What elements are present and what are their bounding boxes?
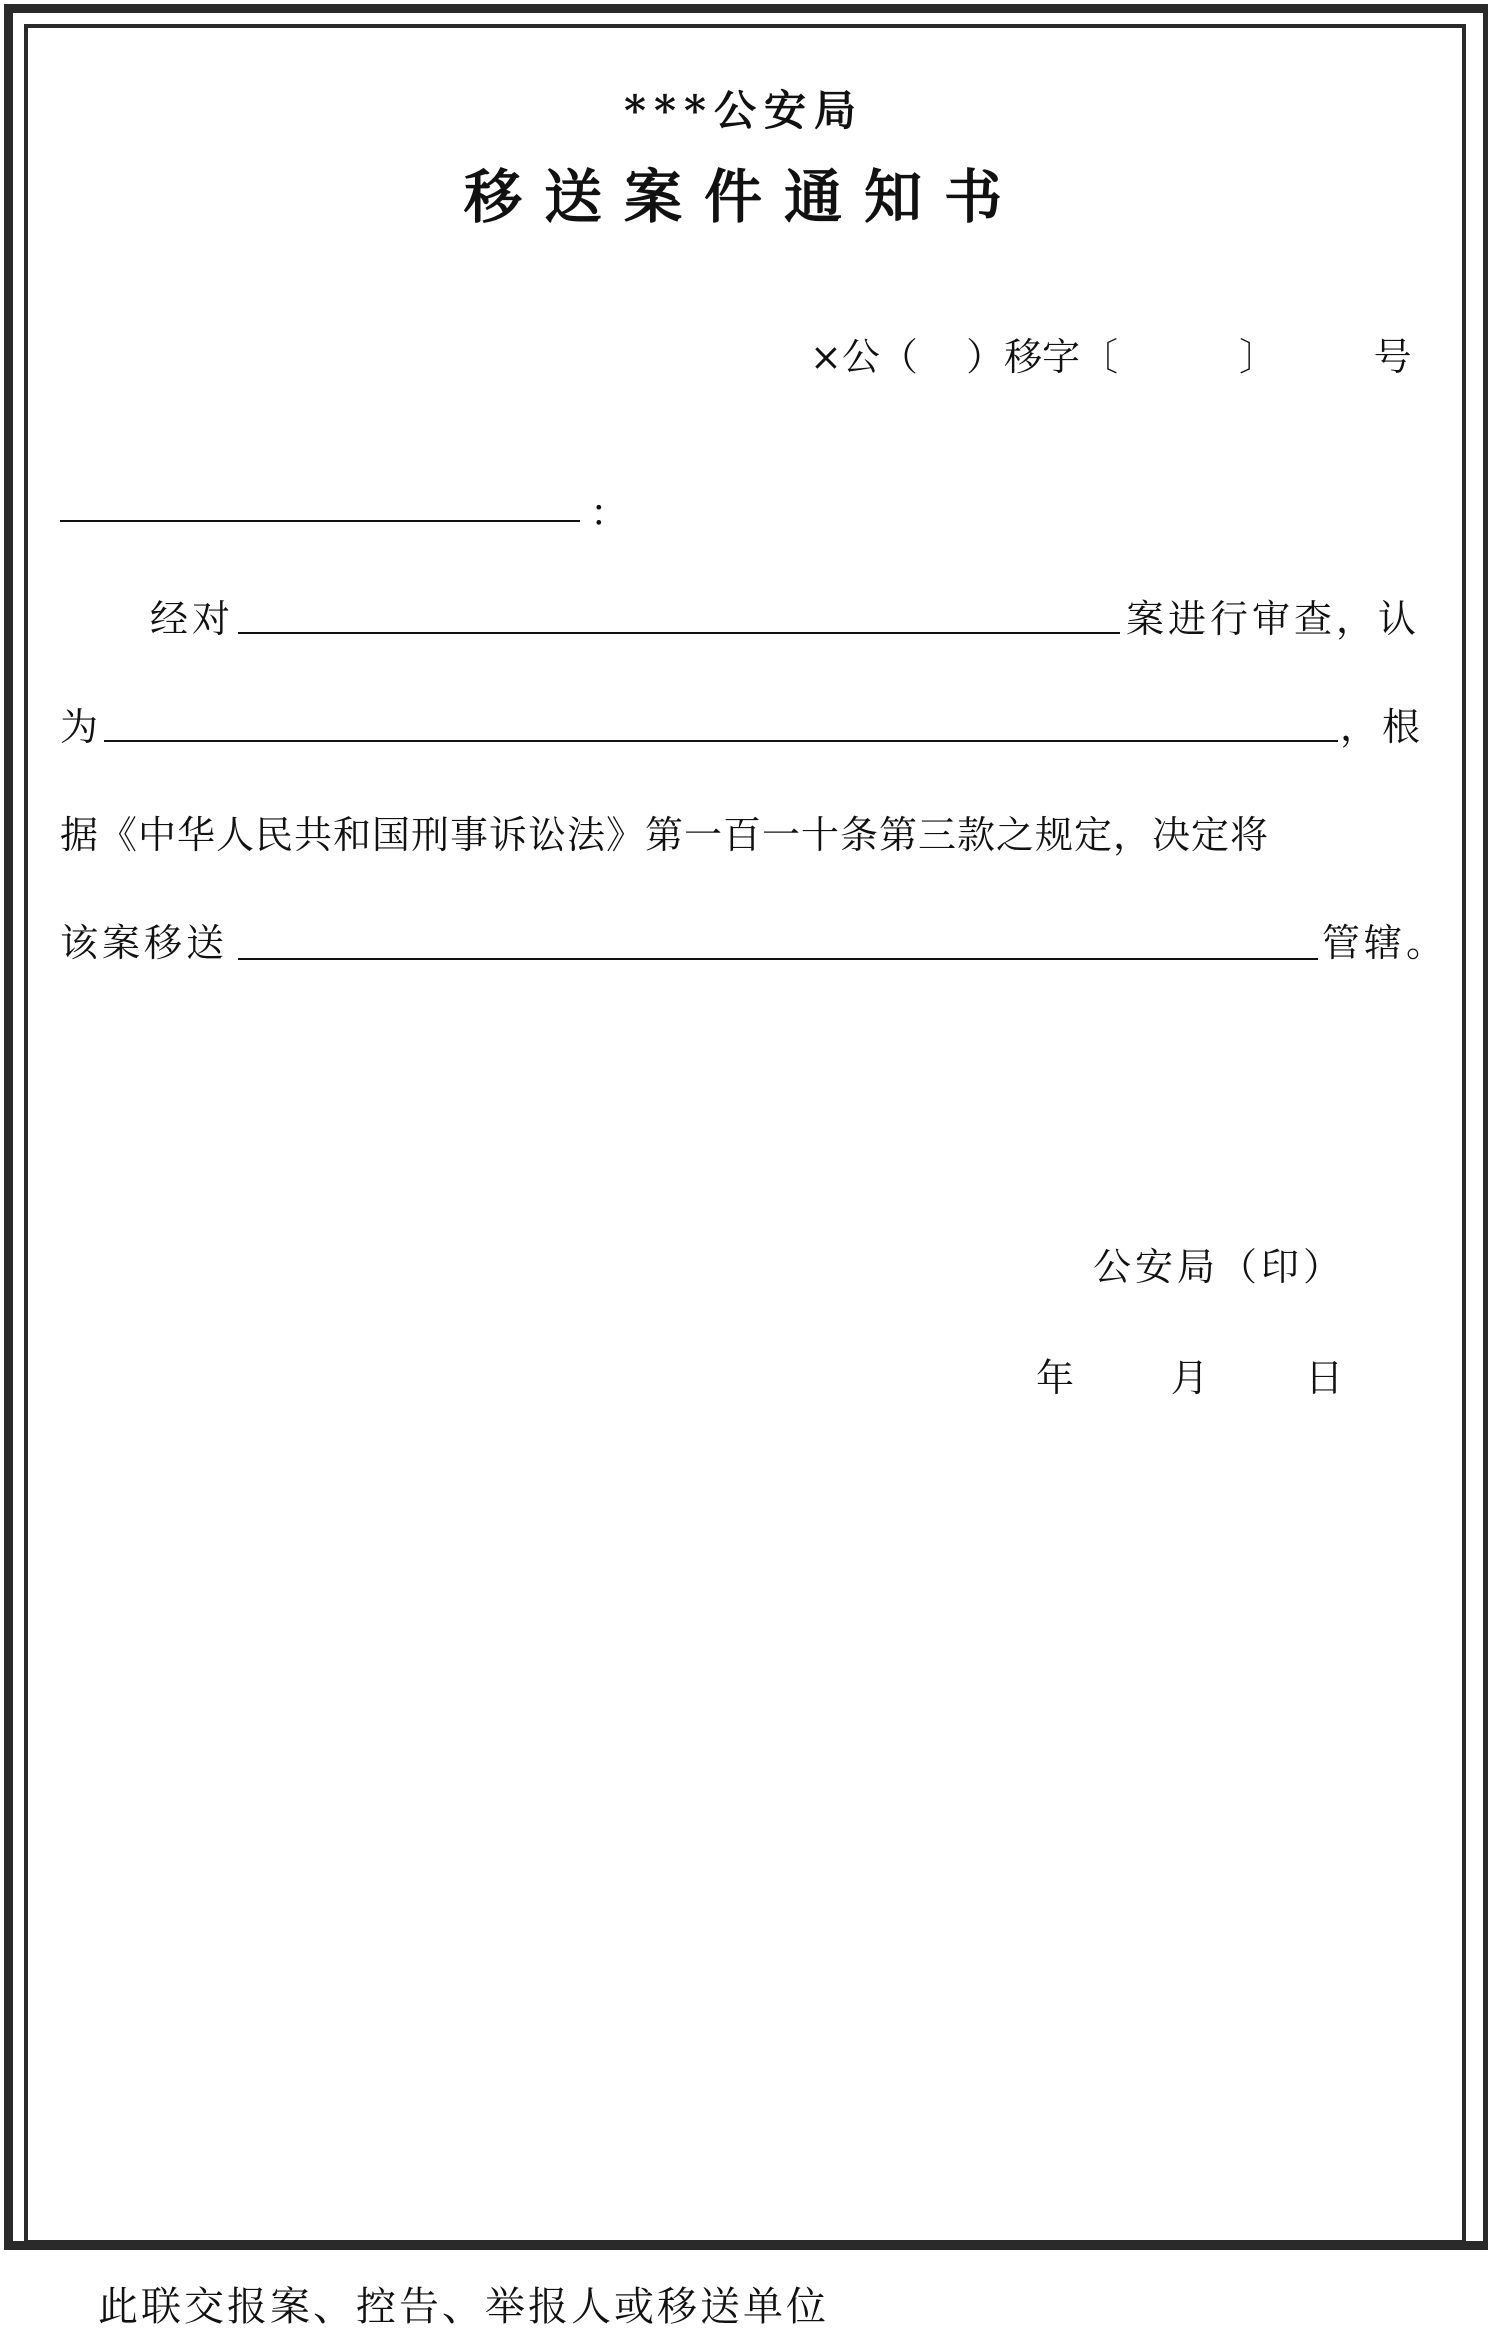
line1-prefix: 经对 xyxy=(150,597,235,641)
recipient-colon: ： xyxy=(590,491,629,535)
line2-prefix: 为 xyxy=(60,705,103,749)
legal-basis-text: 据《中华人民共和国刑事诉讼法》第一百一十条第三款之规定，决定将 xyxy=(60,813,1270,857)
line2-suffix: ，根 xyxy=(1340,705,1425,749)
line4-suffix: 管辖。 xyxy=(1322,921,1449,965)
line1-suffix: 案进行审查，认 xyxy=(1126,597,1421,641)
document-title: 移送案件通知书 xyxy=(463,163,1024,231)
agency-name: ***公安局 xyxy=(624,86,864,135)
seal-label: 公安局（印） xyxy=(1093,1245,1346,1289)
document-number: ×公（ ）移字〔 〕 号 xyxy=(810,335,1412,379)
copy-distribution-note: 此联交报案、控告、举报人或移送单位 xyxy=(98,2284,829,2330)
line4-prefix: 该案移送 xyxy=(60,921,229,965)
reason-blank[interactable] xyxy=(104,740,1338,742)
date-line: 年 月 日 xyxy=(1036,1356,1344,1400)
recipient-blank[interactable] xyxy=(60,520,580,522)
transfer-target-blank[interactable] xyxy=(238,958,1318,960)
case-name-blank[interactable] xyxy=(238,632,1120,634)
